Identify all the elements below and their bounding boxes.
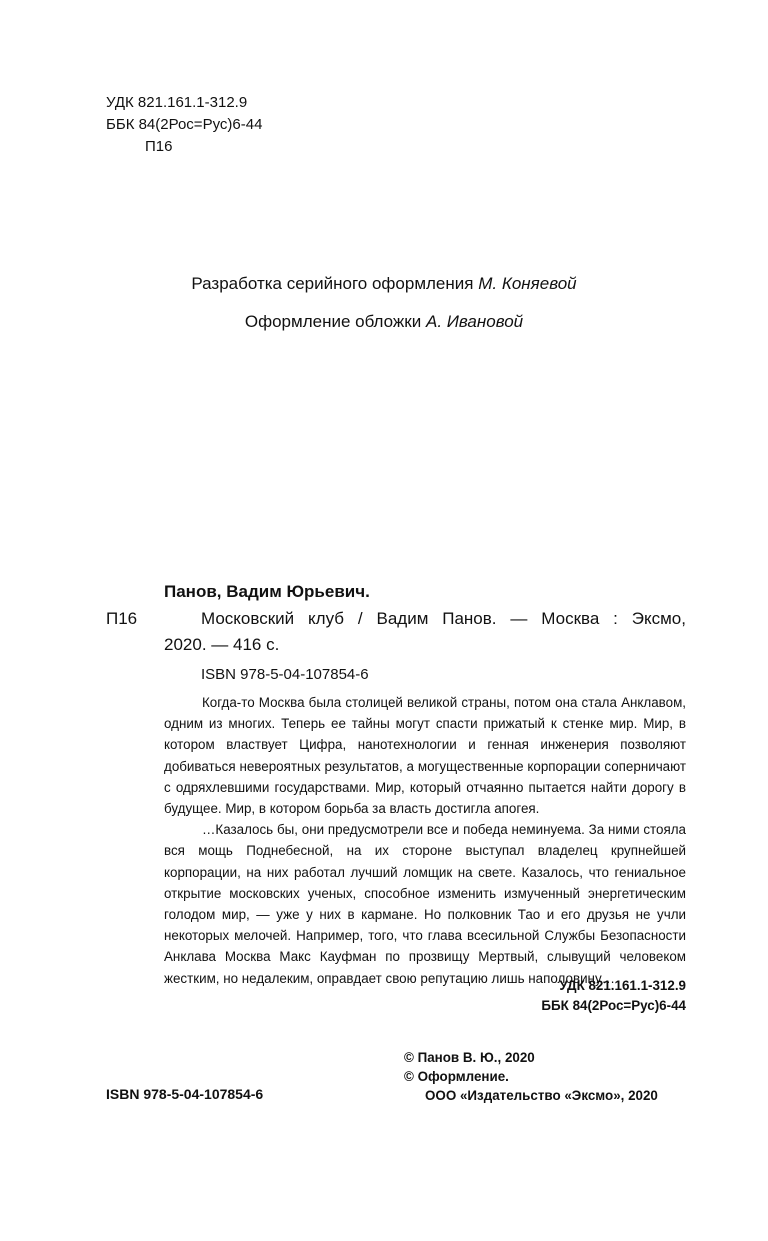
bbk-annotation: ББК 84(2Рос=Рус)6-44 [541, 998, 686, 1013]
copyright-author: © Панов В. Ю., 2020 [404, 1050, 535, 1065]
series-design-label: Разработка серийного оформления [191, 274, 474, 293]
title-line-1: Московский клуб / Вадим Панов. — Москва : Эксмо, [201, 609, 686, 628]
udk-annotation: УДК 821.161.1-312.9 [559, 978, 686, 993]
bbk-top: ББК 84(2Рос=Рус)6-44 [106, 116, 263, 133]
annotation-paragraph-1: Когда-то Москва была столицей великой страны, потом она стала Анклавом, одним из многих. Теперь ее тайны могут спасти прижатый к стенке мир. Мир, в котором властвует Цифра, нанотехнологии и генная инженерия позволяют добиваться невероятных результатов, а могущественные корпорации соперничают с одряхлевшими государствами. Мир, который отчаянно пытается найти дорогу в будущее. Мир, в котором борьба за власть достигла апогея. [164, 695, 686, 817]
cover-design-credit [0, 312, 768, 332]
title-line-2: 2020. — 416 с. [164, 635, 280, 654]
author-mark-top: П16 [145, 138, 173, 155]
isbn-footer: ISBN 978-5-04-107854-6 [106, 1086, 264, 1102]
cover-design-label: Оформление обложки [244, 312, 422, 331]
series-design-name: М. Коняевой [478, 274, 577, 293]
annotation [164, 692, 686, 989]
author-heading: Панов, Вадим Юрьевич. [164, 582, 370, 601]
udk-top: УДК 821.161.1-312.9 [106, 94, 248, 111]
copyright-design: © Оформление. [404, 1069, 509, 1084]
series-design-credit [0, 274, 768, 294]
isbn-record: ISBN 978-5-04-107854-6 [201, 666, 369, 683]
author-mark: П16 [106, 609, 138, 628]
annotation-paragraph-2: …Казалось бы, они предусмотрели все и победа неминуема. За ними стояла вся мощь Поднебесной, на их стороне выступал владелец крупнейшей корпорации, на них работал лучший ломщик на свете. Казалось, что гениальное открытие московских ученых, способное изменить измученный энергетическим голодом мир, — уже у них в кармане. Но полковник Тао и его друзья не учли некоторых мелочей. Например, того, что глава всесильной Службы Безопасности Анклава Москва Макс Кауфман по прозвищу Мертвый, слывущий человеком жестким, но недалеким, оправдает свою репутацию лишь наполовину… [164, 822, 686, 986]
copyright-publisher: ООО «Издательство «Эксмо», 2020 [425, 1088, 658, 1103]
cover-design-name: А. Ивановой [425, 312, 524, 331]
